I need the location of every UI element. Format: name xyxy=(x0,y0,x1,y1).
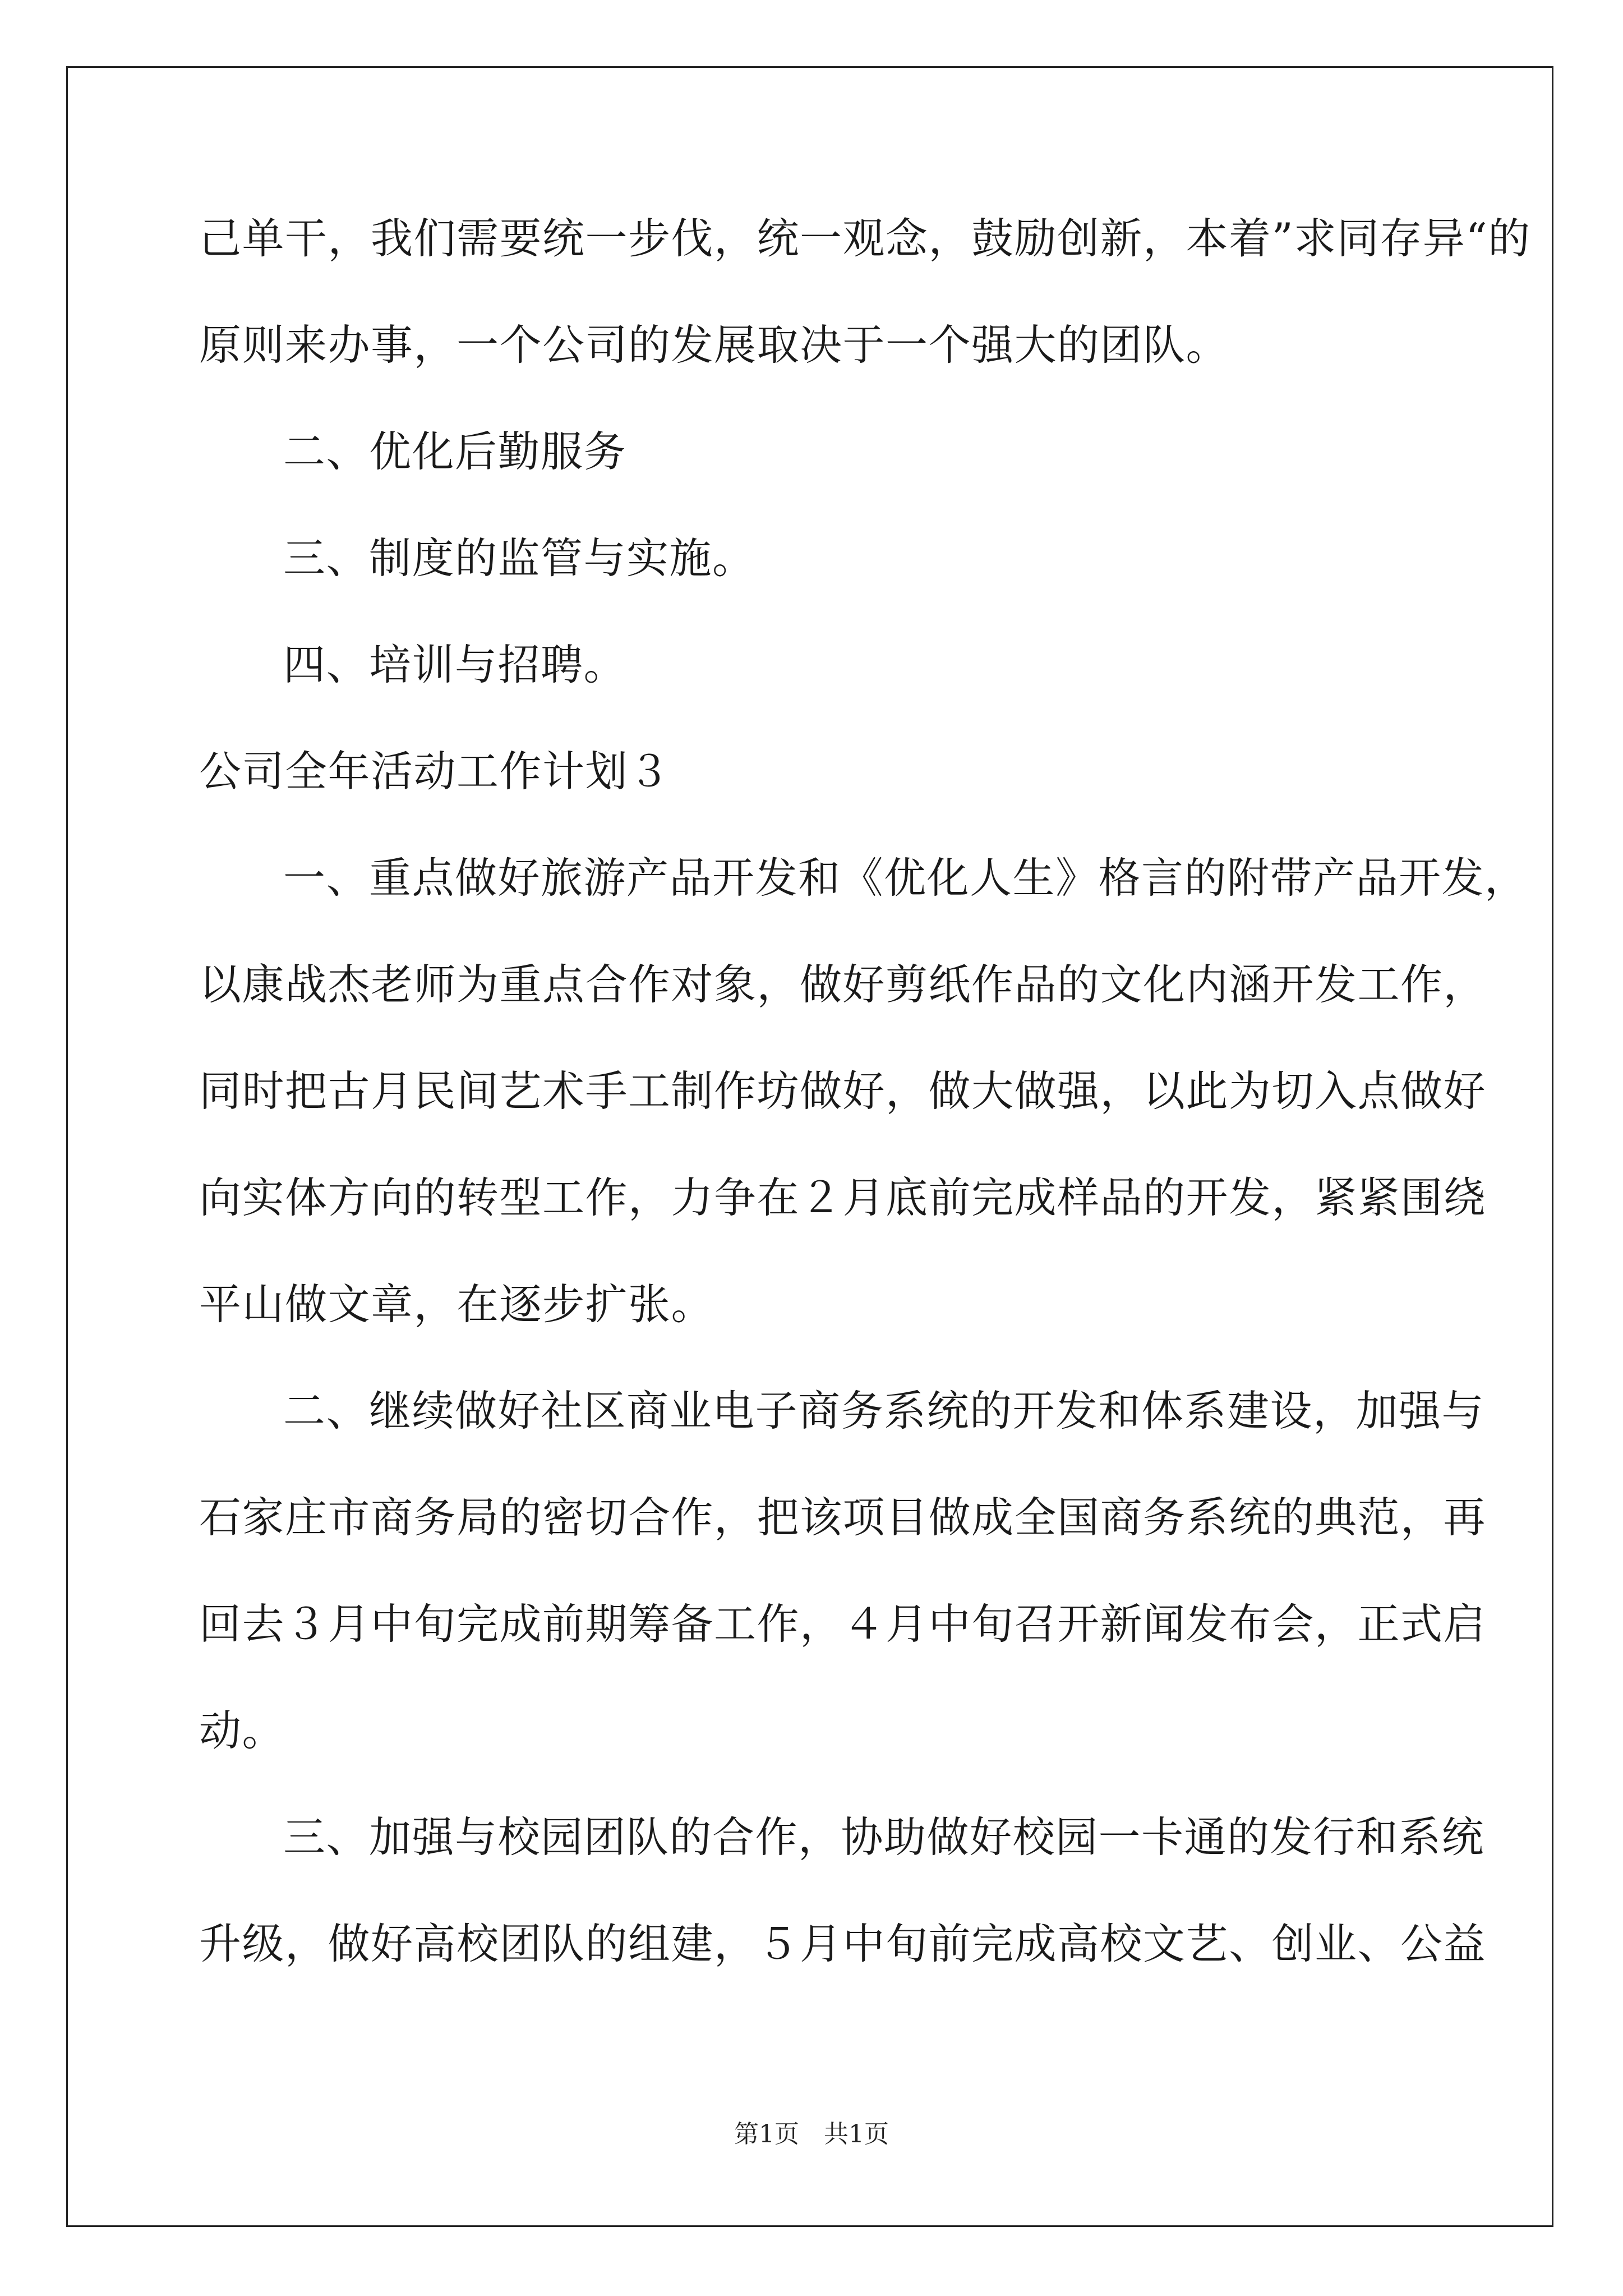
text-line: 二、继续做好社区商业电子商务系统的开发和体系建设，加强与 xyxy=(283,1386,1485,1435)
page-number-total: 共1页 xyxy=(824,2120,889,2148)
text-line: 一、重点做好旅游产品开发和《优化人生》格言的附带产品开发， xyxy=(283,853,1528,903)
text-line: 平山做文章，在逐步扩张。 xyxy=(199,1280,714,1329)
text-line: 二、优化后勤服务 xyxy=(283,427,627,476)
text-line: 三、制度的监管与实施。 xyxy=(283,533,755,583)
text-line: 己单干，我们需要统一步伐，统一观念，鼓励创新，本着”求同存异“的 xyxy=(199,214,1531,263)
text-line: 动。 xyxy=(199,1706,285,1755)
text-line: 以康战杰老师为重点合作对象，做好剪纸作品的文化内涵开发工作， xyxy=(199,960,1487,1009)
text-line: 向实体方向的转型工作，力争在２月底前完成样品的开发，紧紧围绕 xyxy=(199,1173,1487,1222)
text-line: 同时把古月民间艺术手工制作坊做好，做大做强，以此为切入点做好 xyxy=(199,1066,1487,1116)
text-line: 公司全年活动工作计划３ xyxy=(199,747,671,796)
document-body xyxy=(199,210,1531,2022)
text-line: 升级，做好高校团队的组建，５月中旬前完成高校文艺、创业、公益 xyxy=(199,1919,1487,1968)
text-line: 回去３月中旬完成前期筹备工作，４月中旬召开新闻发布会，正式启 xyxy=(199,1599,1487,1649)
text-line: 原则来办事，一个公司的发展取决于一个强大的团队。 xyxy=(199,320,1229,370)
text-line: 石家庄市商务局的密切合作，把该项目做成全国商务系统的典范，再 xyxy=(199,1493,1487,1542)
text-line: 三、加强与校园团队的合作，协助做好校园一卡通的发行和系统 xyxy=(283,1812,1485,1862)
text-line: 四、培训与招聘。 xyxy=(283,640,627,689)
page-number-current: 第1页 xyxy=(734,2120,799,2148)
page-footer xyxy=(0,2118,1623,2151)
